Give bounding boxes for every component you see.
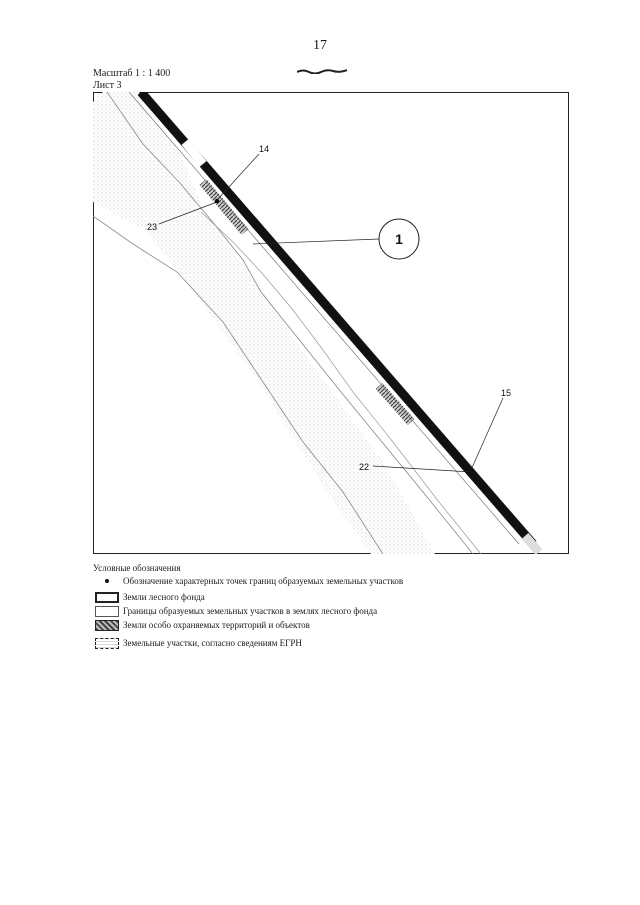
label-23: 23 <box>147 222 158 232</box>
legend-item-egrn <box>95 637 302 649</box>
scale-label: Масштаб 1 : 1 400 <box>93 68 171 79</box>
egrn-swatch-icon <box>95 638 119 649</box>
legend-label: Земли лесного фонда <box>123 592 205 602</box>
legend-label: Границы образуемых земельных участков в землях лесного фонда <box>123 606 378 616</box>
parcel-number: 1 <box>395 231 403 247</box>
point-15 <box>469 469 473 473</box>
cadastral-map <box>93 92 569 554</box>
page-number: 17 <box>313 38 327 53</box>
label-14: 14 <box>259 144 270 154</box>
legend-title: Условные обозначения <box>93 563 181 573</box>
protected-swatch-icon <box>95 620 119 631</box>
legend-item-protected <box>95 619 310 631</box>
legend-item-parcel <box>95 605 377 617</box>
label-15: 15 <box>501 388 512 398</box>
legend-label: Земли особо охраняемых территорий и объектов <box>123 620 310 630</box>
legend-label: Земельные участки, согласно сведениям ЕГРН <box>123 638 302 648</box>
parcel-swatch-icon <box>95 606 119 617</box>
dot-icon <box>95 579 119 583</box>
legend-label: Обозначение характерных точек границ образуемых земельных участков <box>123 576 404 586</box>
ink-stamp <box>297 69 347 74</box>
legend-item-forest <box>95 591 205 603</box>
label-22: 22 <box>359 462 370 472</box>
legend-item-point <box>95 575 403 587</box>
point-14 <box>215 199 219 203</box>
sheet-label: Лист 3 <box>93 80 122 91</box>
forest-swatch-icon <box>95 592 119 603</box>
